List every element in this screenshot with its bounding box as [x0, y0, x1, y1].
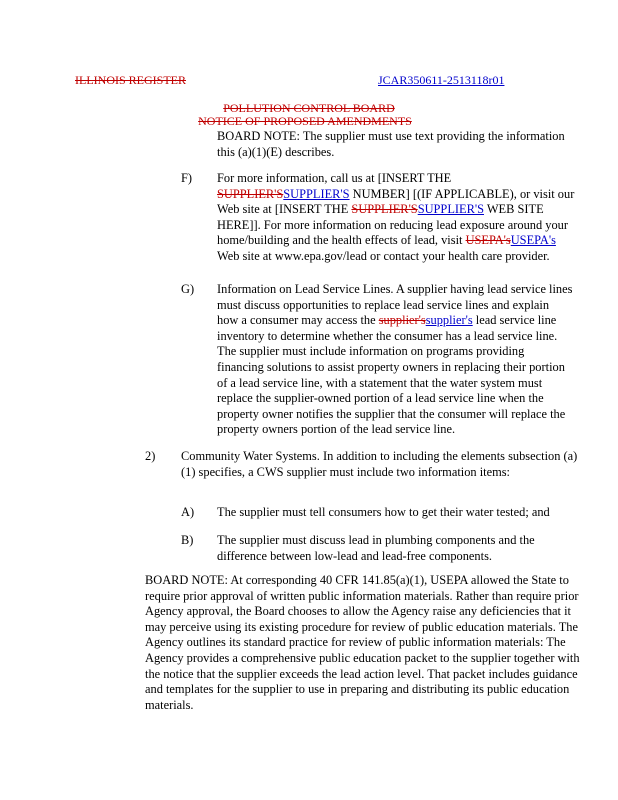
item-a-label: A)	[181, 505, 195, 519]
item-f-text-1: For more information, call us at [INSERT THE	[217, 171, 452, 185]
deleted-text: SUPPLIER'S	[351, 202, 418, 217]
item-b-paragraph: The supplier must discuss lead in plumbing components and the difference between low-lead and lead-free components.	[217, 533, 535, 563]
item-f-text-3: WEB SITE HERE]]. For more information on reducing lead exposure around your home/building and the health effects of lead, visit	[217, 202, 568, 248]
notice-title: NOTICE OF PROPOSED AMENDMENTS	[198, 114, 412, 128]
register-header: ILLINOIS REGISTER	[75, 73, 186, 87]
agency-title: POLLUTION CONTROL BOARD	[223, 101, 395, 115]
item-f-text-4: Web site at www.epa.gov/lead or contact your health care provider.	[217, 248, 550, 263]
item-g-paragraph	[217, 282, 573, 438]
inserted-text: SUPPLIER'S	[417, 202, 484, 217]
jcar-code-header: JCAR350611-2513118r01	[378, 73, 505, 87]
deleted-text: supplier's	[378, 313, 426, 328]
item-f-label: F)	[181, 171, 193, 185]
item-a-paragraph: The supplier must tell consumers how to get their water tested; and	[217, 505, 550, 519]
inserted-text: supplier's	[425, 313, 473, 328]
board-note-paragraph-1: BOARD NOTE: The supplier must use text providing the information this (a)(1)(E) describes.	[217, 129, 565, 159]
deleted-text: SUPPLIER'S	[217, 186, 284, 201]
item-f-text-2: NUMBER] [(IF APPLICABLE), or visit our Web site at [INSERT THE	[217, 186, 575, 217]
item-g-label: G)	[181, 282, 195, 296]
item-2-paragraph: Community Water Systems. In addition to including the elements subsection (a)(1) specifies, a CWS supplier must include two information items:	[181, 449, 578, 479]
inserted-text: SUPPLIER'S	[283, 186, 350, 201]
deleted-text: USEPA's	[465, 233, 511, 248]
inserted-text: USEPA's	[510, 233, 556, 248]
item-g-text-1: Information on Lead Service Lines. A supplier having lead service lines must discuss opportunities to replace lead service lines and explain how a consumer may access the	[217, 282, 573, 328]
board-note-paragraph-2: BOARD NOTE: At corresponding 40 CFR 141.85(a)(1), USEPA allowed the State to require prior approval of written public information materials. Rather than require prior Agency approval, the Board chooses to allow the Agency raise any deficiencies that it may perceive using its existing procedure for review of public education materials. The Agency outlines its standard practice for review of public information materials: The Agency provides a comprehensive public education packet to the supplier together with the notice that the supplier exceeds the lead action level. That packet includes guidance and templates for the supplier to use in preparing and distributing its public education materials.	[145, 573, 580, 712]
item-b-label: B)	[181, 533, 194, 547]
item-2-label: 2)	[145, 449, 156, 463]
item-f-paragraph	[217, 171, 577, 265]
item-g-text-2: lead service line inventory to determine whether the consumer has a lead service line. The supplier must include information on programs providing financing solutions to assist property owners in replacing their portion of a lead service line, with a statement that the water system must replace the supplier-owned portion of a lead service line when the property owner notifies the supplier that the consumer will replace the property owners portion of the lead service line.	[217, 313, 566, 437]
